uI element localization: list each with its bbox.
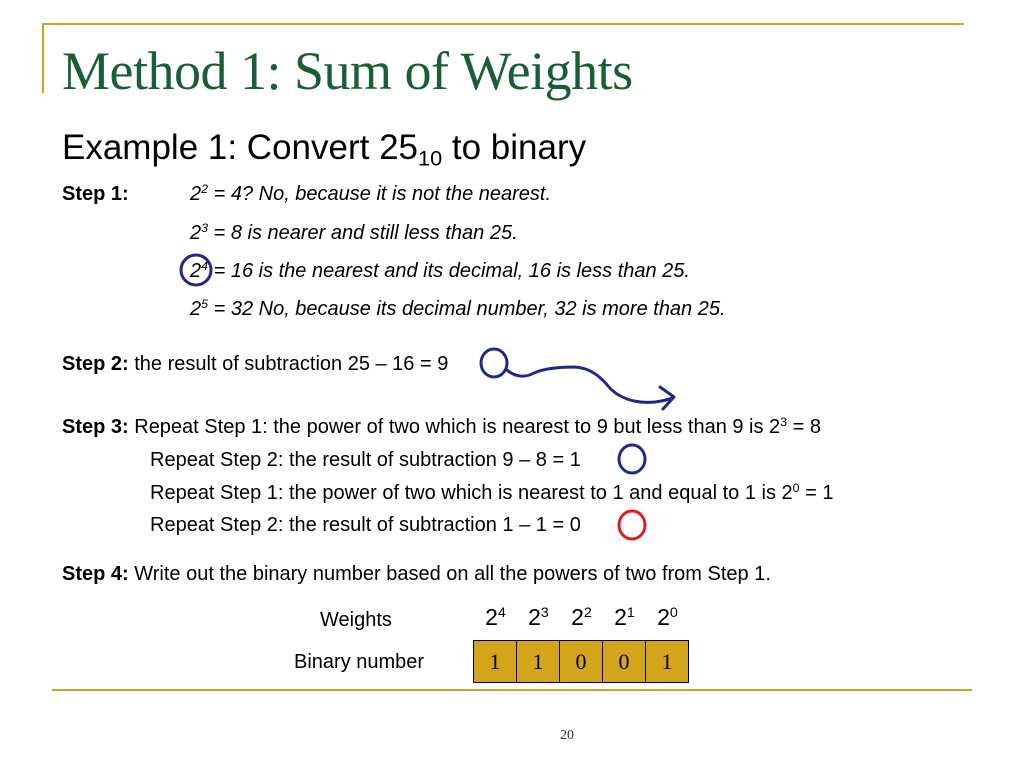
example-prefix: Example 1: Convert 25: [62, 128, 419, 167]
step3-line3-text: Repeat Step 1: the power of two which is nearest to 1 and equal to 1 is 2: [150, 482, 793, 504]
step3-line4-result: 0: [569, 514, 581, 536]
arrow-annotation: [507, 367, 672, 402]
slide-title: Method 1: Sum of Weights: [62, 41, 633, 101]
weight-exponent: 0: [669, 605, 678, 622]
step2-result: 9: [437, 353, 449, 375]
binary-digit-cell: 0: [560, 641, 603, 682]
power-base: 2: [190, 298, 202, 320]
step4-line: [62, 563, 771, 586]
example-heading: [62, 128, 587, 171]
weight-cell: [517, 604, 560, 631]
step2-text: the result of subtraction 25 – 16 =: [128, 353, 438, 375]
step3-line2-text: Repeat Step 2: the result of subtraction 9 – 8 =: [150, 449, 570, 471]
power-base: 2: [190, 183, 202, 205]
frame-left-rule: [42, 23, 44, 93]
step1-line: [190, 260, 690, 283]
step3-line1-text: Repeat Step 1: the power of two which is nearest to 9 but less than 9 is 2: [128, 416, 781, 438]
weight-base: 2: [571, 604, 584, 630]
step1-label: Step 1:: [62, 183, 129, 205]
weight-exponent: 1: [626, 605, 635, 622]
weight-base: 2: [485, 604, 498, 630]
frame-top-rule: [42, 23, 964, 25]
power-exponent: 3: [201, 221, 209, 236]
step4-label: Step 4:: [62, 563, 129, 585]
power-exponent: 2: [201, 182, 209, 197]
weight-base: 2: [657, 604, 670, 630]
step1-line-text: = 32 No, because its decimal number, 32 is more than 25.: [208, 298, 726, 320]
circle-annotation-result-1: [619, 445, 645, 473]
weight-cell: [560, 604, 603, 631]
step3-line1-tail: = 8: [787, 416, 821, 438]
binary-number-row: [473, 640, 689, 683]
example-subscript: 10: [418, 145, 443, 171]
step3-label: Step 3:: [62, 416, 129, 438]
weight-cell: [474, 604, 517, 631]
step3-line: [150, 449, 581, 472]
example-suffix: to binary: [442, 128, 587, 167]
step3-line3-tail: = 1: [799, 482, 834, 504]
circle-annotation-result-9: [481, 349, 507, 377]
step3-line: [62, 416, 821, 439]
arrowhead: [660, 387, 674, 409]
weights-row: [474, 604, 689, 631]
weight-exponent: 4: [497, 605, 506, 622]
step2-line: [62, 353, 448, 376]
step4-text: Write out the binary number based on all the powers of two from Step 1.: [128, 563, 771, 585]
power-exponent: 4: [201, 259, 209, 274]
binary-digit-cell: 0: [603, 641, 646, 682]
step3-line4-text: Repeat Step 2: the result of subtraction 1 – 1 =: [150, 514, 570, 536]
weight-exponent: 2: [583, 605, 592, 622]
binary-digit-cell: 1: [646, 641, 688, 682]
step1-line: [190, 298, 726, 321]
weight-base: 2: [528, 604, 541, 630]
step3-line: [150, 482, 833, 505]
power-exponent: 5: [201, 297, 209, 312]
step3-line: [150, 514, 581, 537]
binary-digit-cell: 1: [517, 641, 560, 682]
step1-line-text: = 8 is nearer and still less than 25.: [208, 222, 518, 244]
step1-line: [190, 222, 518, 245]
page-number: 20: [560, 728, 574, 743]
weight-cell: [603, 604, 646, 631]
power-exponent: 3: [780, 415, 788, 430]
step1-line-text: = 16 is the nearest and its decimal, 16 is less than 25.: [208, 260, 690, 282]
binary-digit-cell: 1: [474, 641, 517, 682]
bottom-rule: [52, 689, 972, 691]
weight-base: 2: [614, 604, 627, 630]
step1-line: [190, 183, 551, 206]
weight-cell: [646, 604, 689, 631]
power-exponent: 0: [792, 481, 800, 496]
step1-line-text: = 4? No, because it is not the nearest.: [208, 183, 552, 205]
weights-label: Weights: [320, 609, 392, 631]
power-base: 2: [190, 260, 202, 282]
step3-line2-result: 1: [569, 449, 581, 471]
circle-annotation-result-0: [619, 511, 645, 539]
weight-exponent: 3: [540, 605, 549, 622]
step2-label: Step 2:: [62, 353, 129, 375]
power-base: 2: [190, 222, 202, 244]
binary-number-label: Binary number: [294, 651, 425, 673]
